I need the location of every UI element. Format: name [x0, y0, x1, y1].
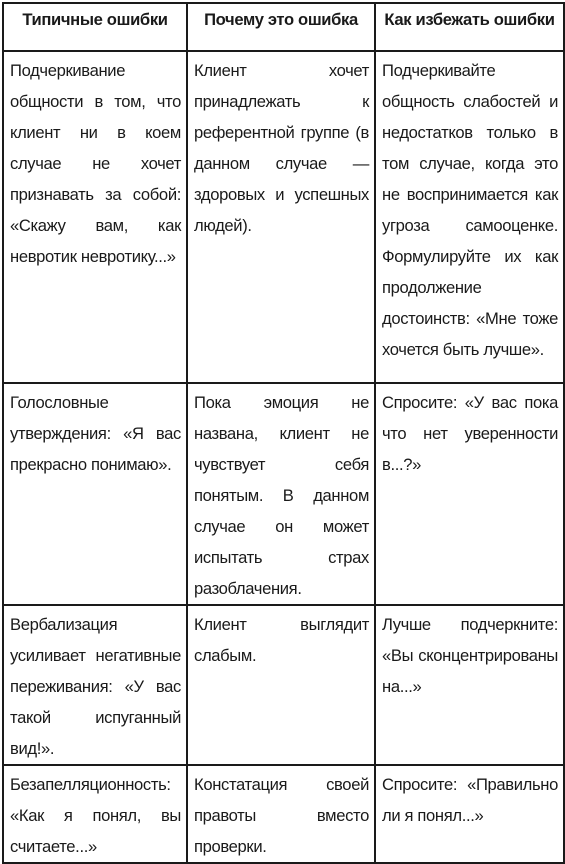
header-typical-mistakes: Типичные ошибки: [3, 3, 187, 51]
table-row: [3, 605, 564, 765]
cell-mistake: Безапелляционность: «Как я понял, вы считаете...»: [3, 765, 187, 863]
table-row: [3, 765, 564, 863]
cell-avoid: Подчеркивайте общность слабостей и недостатков только в том случае, когда это не воспринимается как угроза самооценке. Формулируйте их как продолжение достоинств: «Мне тоже хочется быть лучше».: [375, 51, 564, 383]
cell-why: Констатация своей правоты вместо проверки.: [187, 765, 375, 863]
cell-mistake: Голословные утверждения: «Я вас прекрасно понимаю».: [3, 383, 187, 605]
cell-avoid: Спросите: «Правильно ли я понял...»: [375, 765, 564, 863]
cell-why: Клиент хочет принадлежать к референтной группе (в данном случае — здоровых и успешных людей).: [187, 51, 375, 383]
header-row: [3, 3, 564, 51]
cell-avoid: Лучше подчеркните: «Вы сконцентрированы на...»: [375, 605, 564, 765]
header-how-to-avoid: Как избежать ошибки: [375, 3, 564, 51]
cell-why: Пока эмоция не названа, клиент не чувствует себя понятым. В данном случае он может испытать страх разоблачения.: [187, 383, 375, 605]
table-row: [3, 51, 564, 383]
cell-why: Клиент выглядит слабым.: [187, 605, 375, 765]
table-row: [3, 383, 564, 605]
cell-avoid: Спросите: «У вас пока что нет уверенности в...?»: [375, 383, 564, 605]
mistakes-table: [2, 2, 565, 864]
header-why-mistake: Почему это ошибка: [187, 3, 375, 51]
cell-mistake: Подчеркивание общности в том, что клиент ни в коем случае не хочет признавать за собой: «Скажу вам, как невротик невротику...»: [3, 51, 187, 383]
cell-mistake: Вербализация усиливает негативные переживания: «У вас такой испуганный вид!».: [3, 605, 187, 765]
